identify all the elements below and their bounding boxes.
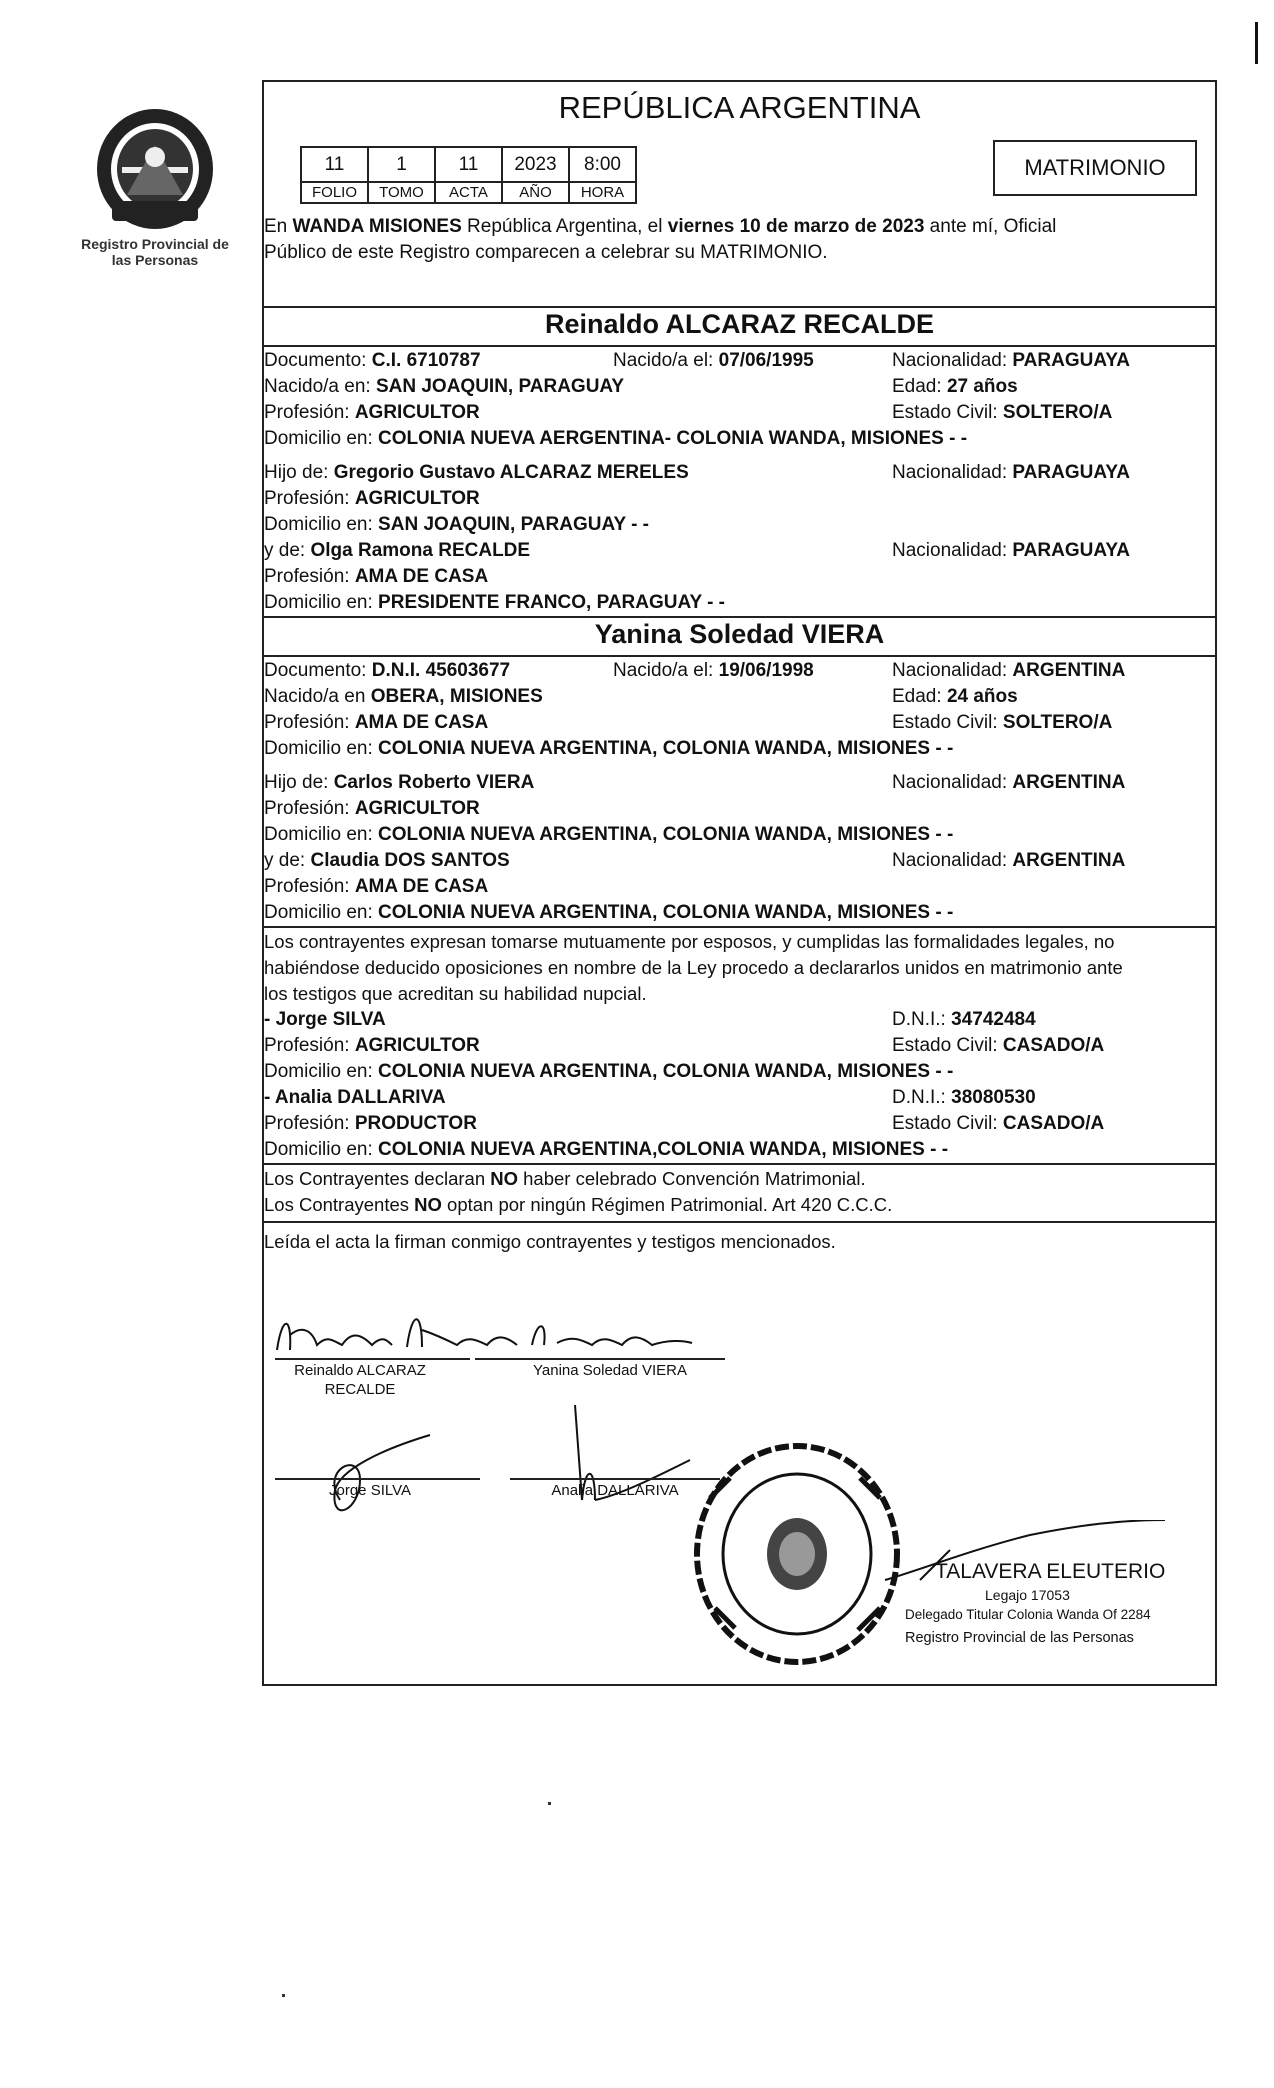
- bride-mother-domicile: [264, 901, 953, 925]
- field-value: ARGENTINA: [1012, 772, 1126, 793]
- field-label: y de:: [264, 540, 306, 561]
- bride-document: [264, 659, 510, 683]
- field-label: Documento:: [264, 660, 367, 681]
- declaration-line: habiéndose deducido oposiciones en nombre de la Ley procedo a declararlos unidos en matrimonio ante: [264, 957, 1123, 978]
- signature-line: [275, 1358, 470, 1360]
- official-name: TALAVERA ELEUTERIO: [935, 1560, 1166, 1583]
- declaration-line: Los contrayentes expresan tomarse mutuamente por esposos, y cumplidas las formalidades legales, no: [264, 931, 1115, 952]
- field-label: Nacionalidad:: [892, 350, 1008, 371]
- field-value: SAN JOAQUIN, PARAGUAY - -: [378, 514, 650, 535]
- groom-mother: [264, 539, 530, 563]
- official-role: Delegado Titular Colonia Wanda Of 2284: [905, 1607, 1151, 1622]
- bride-father-domicile: [264, 823, 953, 847]
- field-label: Profesión:: [264, 566, 350, 587]
- field-value: AGRICULTOR: [354, 1035, 480, 1056]
- field-label: Domicilio en:: [264, 428, 373, 449]
- field-value: AMA DE CASA: [354, 712, 489, 733]
- field-label: y de:: [264, 850, 306, 871]
- groom-birthdate: [613, 349, 814, 373]
- groom-civil-status: [892, 401, 1112, 425]
- acta-label: ACTA: [435, 182, 502, 203]
- field-label: Domicilio en:: [264, 1139, 373, 1160]
- bride-father: [264, 771, 534, 795]
- field-value: Olga Ramona RECALDE: [310, 540, 531, 561]
- registry-logo: [92, 105, 218, 238]
- divider: [262, 616, 1217, 618]
- field-label: Hijo de:: [264, 462, 329, 483]
- field-value: CASADO/A: [1002, 1035, 1105, 1056]
- groom-profession: [264, 401, 480, 425]
- field-label: Profesión:: [264, 488, 350, 509]
- witness-1-domicile: [264, 1060, 953, 1084]
- field-value: SAN JOAQUIN, PARAGUAY: [375, 376, 625, 397]
- field-label: Nacionalidad:: [892, 462, 1008, 483]
- folio-label: FOLIO: [301, 182, 368, 203]
- groom-birthplace: [264, 375, 624, 399]
- signature-line: [510, 1478, 720, 1480]
- witness-2-civil-status: [892, 1112, 1104, 1136]
- field-value: PARAGUAYA: [1012, 350, 1130, 371]
- closing-text: Leída el acta la firman conmigo contrayentes y testigos mencionados.: [264, 1231, 836, 1252]
- field-label: Hijo de:: [264, 772, 329, 793]
- field-label: Domicilio en:: [264, 902, 373, 923]
- field-label: Profesión:: [264, 712, 350, 733]
- intro-line-1: [264, 215, 1056, 239]
- intro-text: En: [264, 216, 293, 237]
- signature-label-line: Reinaldo ALCARAZ: [294, 1362, 426, 1379]
- convention-text: optan por ningún Régimen Patrimonial. Art 420 C.C.C.: [441, 1194, 893, 1215]
- hora-label: HORA: [569, 182, 636, 203]
- witness-1-name: - Jorge SILVA: [264, 1009, 386, 1030]
- groom-domicile: [264, 427, 967, 451]
- field-label: Nacido/a en:: [264, 376, 371, 397]
- witness-1-civil-status: [892, 1034, 1104, 1058]
- field-value: COLONIA NUEVA ARGENTINA, COLONIA WANDA, MISIONES - -: [378, 824, 954, 845]
- field-label: Profesión:: [264, 402, 350, 423]
- field-label: Profesión:: [264, 876, 350, 897]
- field-value: 19/06/1998: [718, 660, 814, 681]
- field-label: Domicilio en:: [264, 738, 373, 759]
- convention-line-1: [264, 1167, 866, 1191]
- field-value: 24 años: [946, 686, 1018, 707]
- folio-value: 11: [301, 147, 368, 182]
- field-label: Profesión:: [264, 1113, 350, 1134]
- country-title: REPÚBLICA ARGENTINA: [558, 90, 921, 125]
- anio-label: AÑO: [502, 182, 569, 203]
- tomo-label: TOMO: [368, 182, 435, 203]
- field-value: AGRICULTOR: [354, 798, 480, 819]
- field-label: Nacido/a en: [264, 686, 366, 707]
- groom-signature-label: [290, 1361, 430, 1399]
- acta-value: 11: [435, 147, 502, 182]
- official-seal: [690, 1438, 904, 1670]
- field-value: Carlos Roberto VIERA: [333, 772, 535, 793]
- field-label: Profesión:: [264, 1035, 350, 1056]
- convention-text: haber celebrado Convención Matrimonial.: [518, 1168, 866, 1189]
- bride-profession: [264, 711, 488, 735]
- official-registry: Registro Provincial de las Personas: [905, 1630, 1134, 1646]
- field-label: Estado Civil:: [892, 1113, 998, 1134]
- field-label: Nacionalidad:: [892, 660, 1008, 681]
- groom-mother-profession: [264, 565, 488, 589]
- field-label: Nacionalidad:: [892, 772, 1008, 793]
- groom-father-profession: [264, 487, 480, 511]
- bride-birthdate: [613, 659, 814, 683]
- record-type-box: MATRIMONIO: [993, 140, 1197, 196]
- bride-civil-status: [892, 711, 1112, 735]
- divider: [262, 1221, 1217, 1223]
- official-legajo: Legajo 17053: [985, 1587, 1070, 1603]
- field-label: Domicilio en:: [264, 592, 373, 613]
- signature-label-line: RECALDE: [324, 1381, 396, 1398]
- bride-mother: [264, 849, 510, 873]
- witness-1-signature-label: Jorge SILVA: [329, 1482, 411, 1499]
- convention-line-2: [264, 1193, 892, 1217]
- convention-text: Los Contrayentes declaran: [264, 1168, 491, 1189]
- groom-age: [892, 375, 1018, 399]
- intro-date: viernes 10 de marzo de 2023: [667, 216, 925, 237]
- field-label: Profesión:: [264, 798, 350, 819]
- couple-signatures: [272, 1305, 732, 1365]
- logo-caption: Registro Provincial de las Personas: [81, 236, 229, 268]
- groom-nationality: [892, 349, 1130, 373]
- field-label: Nacido/a el:: [613, 660, 714, 681]
- field-label: Edad:: [892, 376, 942, 397]
- stray-mark: [548, 1802, 551, 1805]
- field-value: COLONIA NUEVA ARGENTINA, COLONIA WANDA, MISIONES - -: [378, 1061, 954, 1082]
- signature-line: [275, 1478, 480, 1480]
- field-value: AGRICULTOR: [354, 402, 480, 423]
- field-value: PARAGUAYA: [1012, 540, 1130, 561]
- field-label: Domicilio en:: [264, 1061, 373, 1082]
- field-value: COLONIA NUEVA ARGENTINA,COLONIA WANDA, MISIONES - -: [378, 1139, 949, 1160]
- field-value: PRESIDENTE FRANCO, PARAGUAY - -: [378, 592, 726, 613]
- bride-father-nationality: [892, 771, 1125, 795]
- field-value: 07/06/1995: [718, 350, 814, 371]
- bride-age: [892, 685, 1018, 709]
- groom-mother-domicile: [264, 591, 725, 615]
- bride-mother-nationality: [892, 849, 1125, 873]
- hora-value: 8:00: [569, 147, 636, 182]
- bride-father-profession: [264, 797, 480, 821]
- field-value: SOLTERO/A: [1002, 712, 1113, 733]
- field-value: AMA DE CASA: [354, 876, 489, 897]
- field-label: Domicilio en:: [264, 514, 373, 535]
- field-label: Edad:: [892, 686, 942, 707]
- field-value: COLONIA NUEVA ARGENTINA, COLONIA WANDA, MISIONES - -: [378, 738, 954, 759]
- intro-place: WANDA MISIONES: [292, 216, 462, 237]
- field-value: Gregorio Gustavo ALCARAZ MERELES: [333, 462, 689, 483]
- convention-emphasis: NO: [490, 1168, 518, 1189]
- witness-1-signature: [300, 1430, 440, 1530]
- bride-name: Yanina Soledad VIERA: [594, 619, 885, 649]
- groom-document: [264, 349, 481, 373]
- field-label: Estado Civil:: [892, 1035, 998, 1056]
- anio-value: 2023: [502, 147, 569, 182]
- witness-2-domicile: [264, 1138, 948, 1162]
- bride-birthplace: [264, 685, 543, 709]
- groom-father-domicile: [264, 513, 649, 537]
- field-value: COLONIA NUEVA AERGENTINA- COLONIA WANDA, MISIONES - -: [378, 428, 968, 449]
- bride-mother-profession: [264, 875, 488, 899]
- divider: [262, 1163, 1217, 1165]
- record-fields: [300, 146, 637, 204]
- intro-text: República Argentina, el: [461, 216, 668, 237]
- divider: [262, 306, 1217, 308]
- field-label: Estado Civil:: [892, 402, 998, 423]
- field-label: D.N.I.:: [892, 1087, 946, 1108]
- field-value: ARGENTINA: [1012, 850, 1126, 871]
- field-value: D.N.I. 45603677: [371, 660, 511, 681]
- declaration-line: los testigos que acreditan su habilidad nupcial.: [264, 983, 647, 1004]
- field-value: PRODUCTOR: [354, 1113, 477, 1134]
- field-value: PARAGUAYA: [1012, 462, 1130, 483]
- field-value: COLONIA NUEVA ARGENTINA, COLONIA WANDA, MISIONES - -: [378, 902, 954, 923]
- field-value: AGRICULTOR: [354, 488, 480, 509]
- field-label: D.N.I.:: [892, 1009, 946, 1030]
- field-value: SOLTERO/A: [1002, 402, 1113, 423]
- witness-1-profession: [264, 1034, 480, 1058]
- groom-mother-nationality: [892, 539, 1130, 563]
- signature-line: [475, 1358, 725, 1360]
- groom-father-nationality: [892, 461, 1130, 485]
- field-value: 34742484: [951, 1009, 1036, 1030]
- field-value: AMA DE CASA: [354, 566, 489, 587]
- field-label: Domicilio en:: [264, 824, 373, 845]
- bride-domicile: [264, 737, 953, 761]
- convention-emphasis: NO: [414, 1194, 442, 1215]
- field-value: 27 años: [946, 376, 1018, 397]
- intro-text: ante mí, Oficial: [924, 216, 1057, 237]
- field-value: 38080530: [951, 1087, 1036, 1108]
- field-label: Nacido/a el:: [613, 350, 714, 371]
- field-label: Estado Civil:: [892, 712, 998, 733]
- convention-text: Los Contrayentes: [264, 1194, 415, 1215]
- intro-line-2: Público de este Registro comparecen a celebrar su MATRIMONIO.: [264, 242, 828, 263]
- divider: [262, 926, 1217, 928]
- field-label: Nacionalidad:: [892, 540, 1008, 561]
- field-value: Claudia DOS SANTOS: [310, 850, 510, 871]
- witness-2-name: - Analia DALLARIVA: [264, 1087, 446, 1108]
- witness-2-dni: [892, 1086, 1036, 1110]
- field-value: CASADO/A: [1002, 1113, 1105, 1134]
- bride-nationality: [892, 659, 1125, 683]
- stray-mark: [282, 1994, 285, 1997]
- margin-mark: [1255, 22, 1258, 64]
- bride-signature-label: Yanina Soledad VIERA: [533, 1362, 687, 1379]
- divider: [262, 345, 1217, 347]
- witness-2-profession: [264, 1112, 477, 1136]
- field-value: ARGENTINA: [1012, 660, 1126, 681]
- witness-1-dni: [892, 1008, 1036, 1032]
- divider: [262, 655, 1217, 657]
- field-value: C.I. 6710787: [371, 350, 481, 371]
- field-label: Nacionalidad:: [892, 850, 1008, 871]
- tomo-value: 1: [368, 147, 435, 182]
- field-value: OBERA, MISIONES: [370, 686, 543, 707]
- field-label: Documento:: [264, 350, 367, 371]
- groom-father: [264, 461, 689, 485]
- witness-2-signature-label: Analia DALLARIVA: [551, 1482, 679, 1499]
- groom-name: Reinaldo ALCARAZ RECALDE: [545, 309, 934, 339]
